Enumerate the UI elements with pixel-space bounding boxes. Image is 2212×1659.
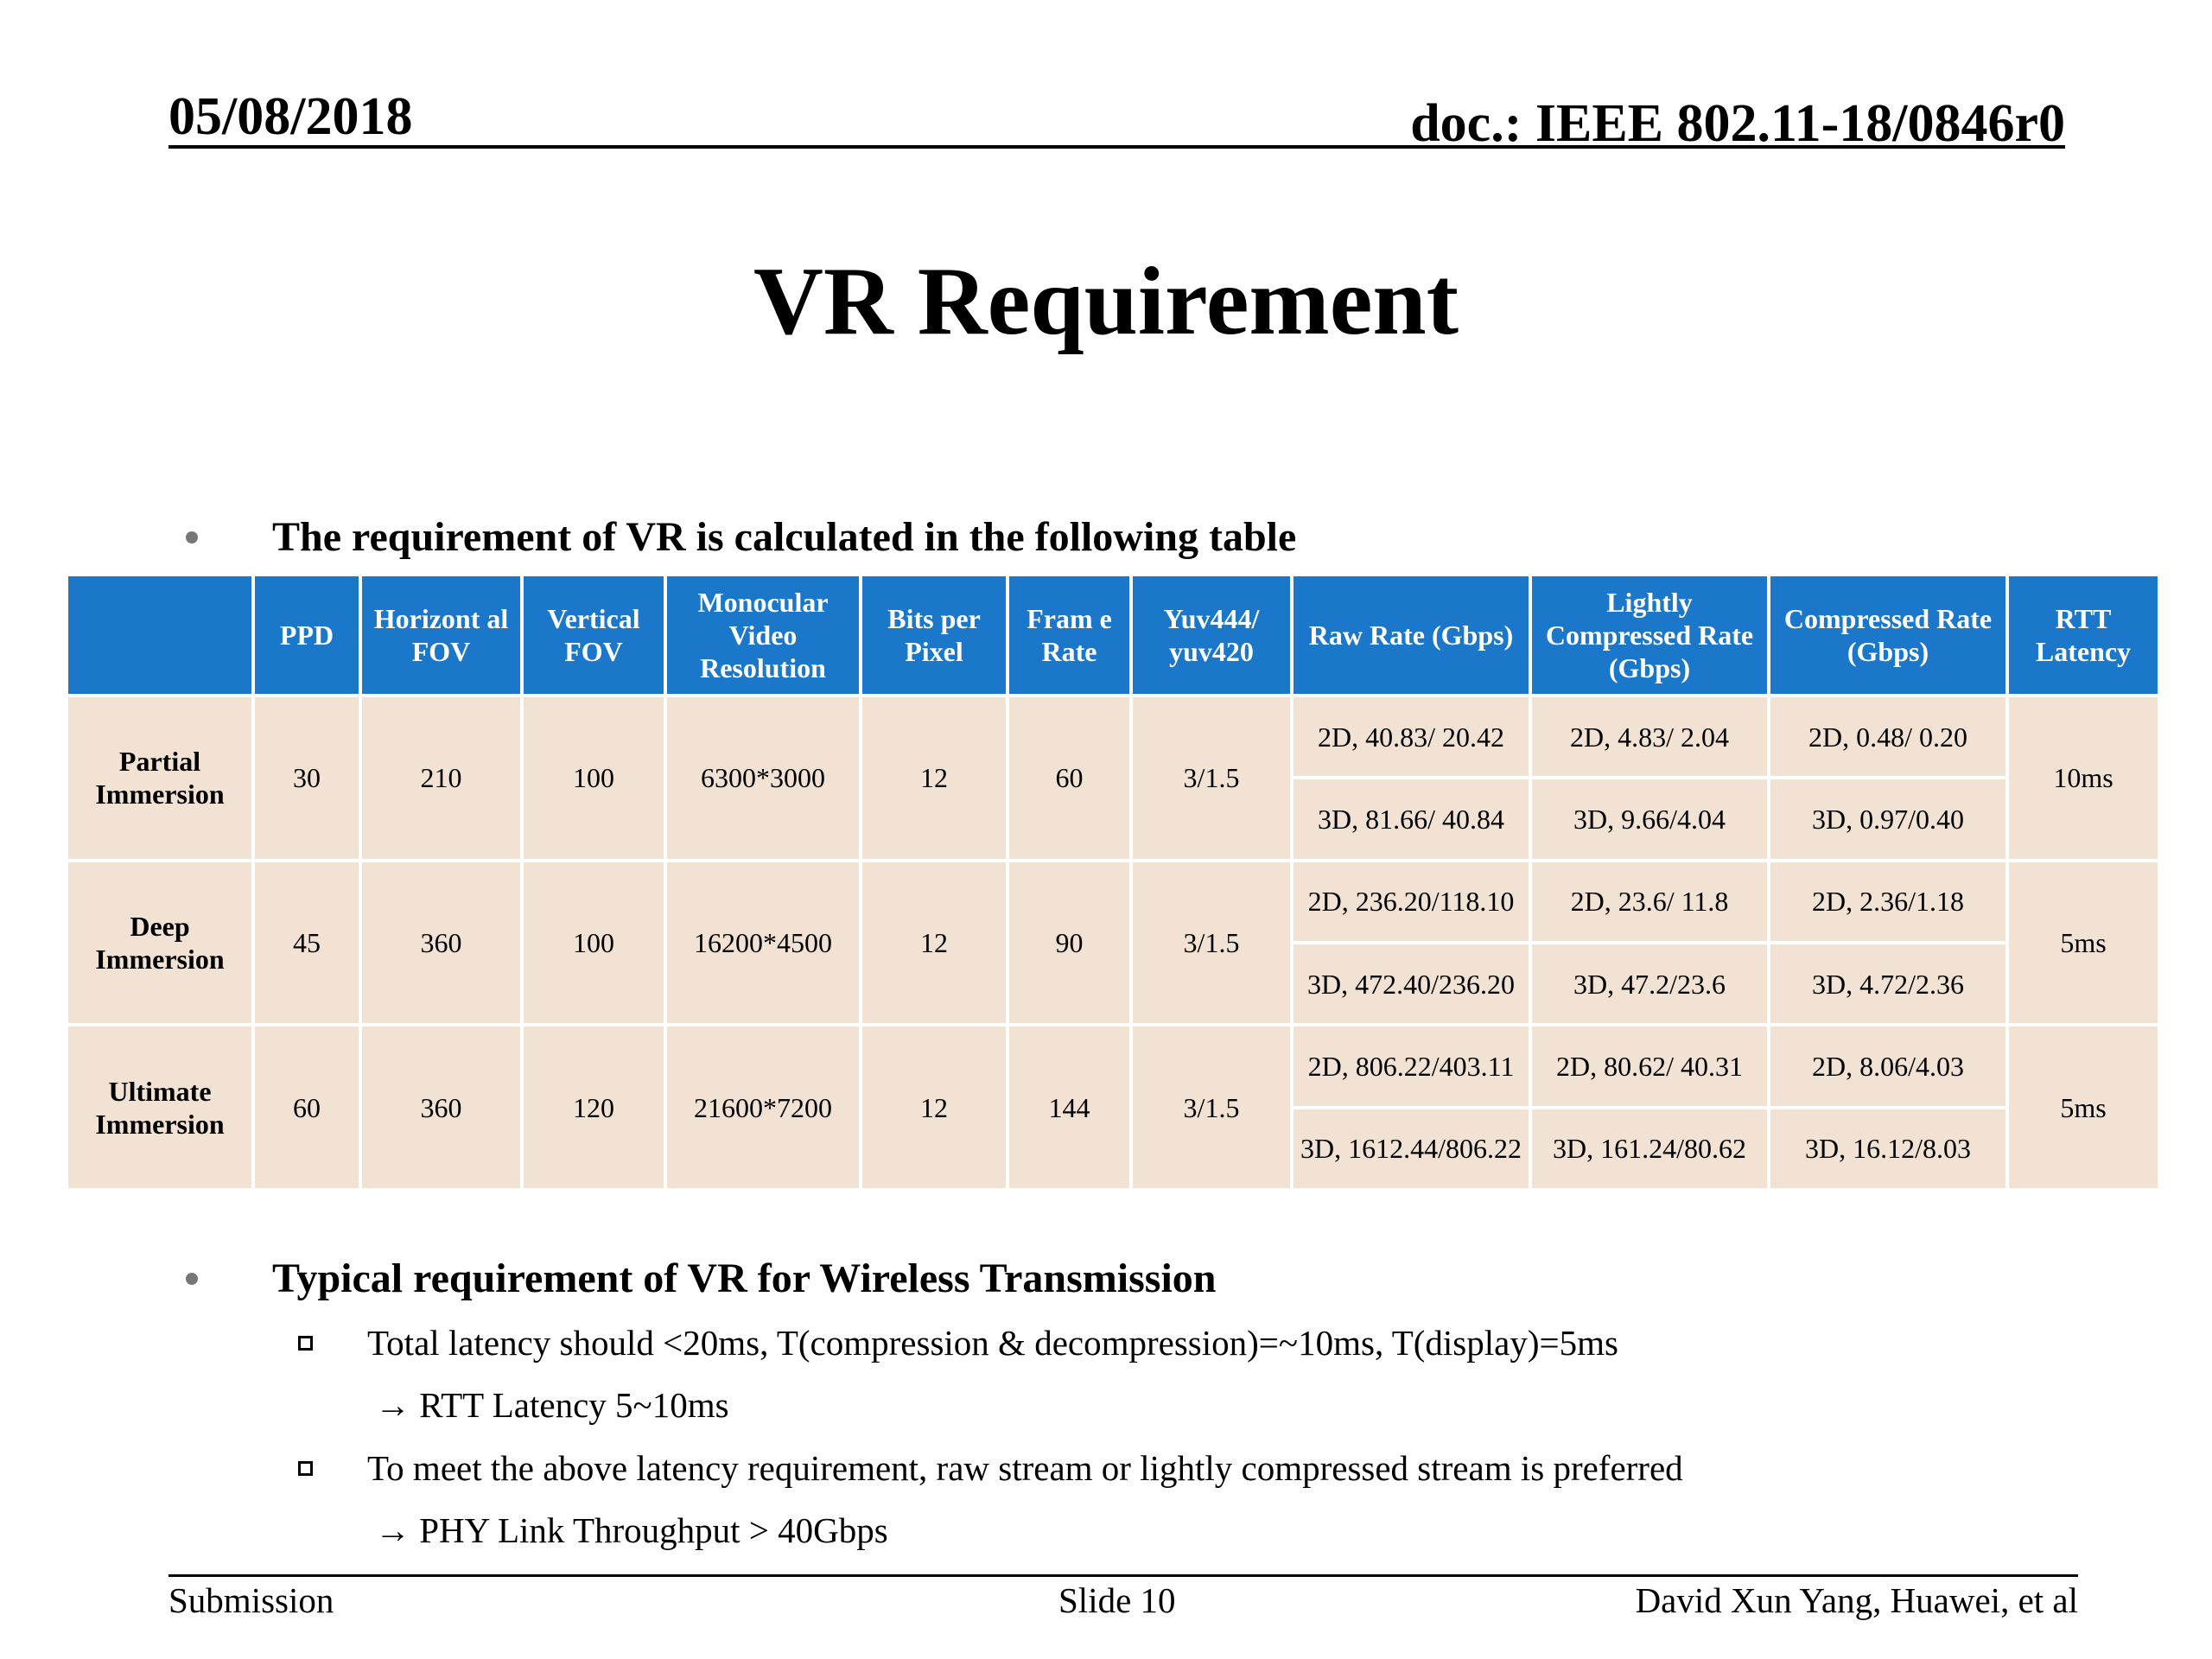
header-cell-horizontal-fov: Horizont al FOV — [360, 575, 522, 696]
cell-light-2d: 2D, 23.6/ 11.8 — [1530, 861, 1769, 943]
header-cell-rtt-latency: RTT Latency — [2007, 575, 2159, 696]
cell-raw-2d: 2D, 40.83/ 20.42 — [1292, 696, 1530, 778]
cell-comp-3d: 3D, 4.72/2.36 — [1769, 943, 2007, 1025]
cell-hfov: 360 — [360, 861, 522, 1026]
cell-comp-2d: 2D, 2.36/1.18 — [1769, 861, 2007, 943]
header-cell-compressed: Compressed Rate (Gbps) — [1769, 575, 2007, 696]
cell-ppd: 45 — [253, 861, 360, 1026]
header-cell-raw-rate: Raw Rate (Gbps) — [1292, 575, 1530, 696]
table-row — [67, 1025, 2159, 1107]
cell-light-3d: 3D, 161.24/80.62 — [1530, 1108, 1769, 1190]
cell-raw-2d: 2D, 806.22/403.11 — [1292, 1025, 1530, 1107]
cell-rtt: 5ms — [2007, 1025, 2159, 1190]
vr-requirement-table — [65, 573, 2161, 1192]
arrow-rtt-latency: → RTT Latency 5~10ms — [375, 1385, 729, 1425]
arrow-phy-throughput: → PHY Link Throughput > 40Gbps — [375, 1510, 888, 1550]
header-cell-vertical-fov: Vertical FOV — [522, 575, 665, 696]
header-divider — [168, 145, 2065, 149]
cell-bits: 12 — [861, 861, 1007, 1026]
bullet-table-intro — [186, 513, 1296, 561]
sub-bullet-latency — [298, 1322, 1618, 1363]
header-cell-ppd: PPD — [253, 575, 360, 696]
cell-hfov: 210 — [360, 696, 522, 861]
cell-vfov: 100 — [522, 861, 665, 1026]
slide-title: VR Requirement — [753, 248, 1459, 355]
cell-vfov: 120 — [522, 1025, 665, 1190]
cell-ppd: 60 — [253, 1025, 360, 1190]
cell-comp-2d: 2D, 0.48/ 0.20 — [1769, 696, 2007, 778]
sub-bullet-stream-text: To meet the above latency requirement, raw stream or lightly compressed stream is preferred — [367, 1448, 1683, 1488]
header-cell-yuv: Yuv444/ yuv420 — [1131, 575, 1292, 696]
cell-rtt: 10ms — [2007, 696, 2159, 861]
header-cell-lightly-compressed: Lightly Compressed Rate (Gbps) — [1530, 575, 1769, 696]
row-label: Partial Immersion — [67, 696, 253, 861]
cell-frame-rate: 90 — [1007, 861, 1131, 1026]
sub-bullet-stream — [298, 1447, 1683, 1489]
cell-comp-2d: 2D, 8.06/4.03 — [1769, 1025, 2007, 1107]
bullet-table-intro-text: The requirement of VR is calculated in the following table — [272, 514, 1297, 560]
cell-comp-3d: 3D, 16.12/8.03 — [1769, 1108, 2007, 1190]
header-doc-id: doc.: IEEE 802.11-18/0846r0 — [1410, 94, 2065, 153]
cell-yuv: 3/1.5 — [1131, 696, 1292, 861]
cell-bits: 12 — [861, 1025, 1007, 1190]
square-bullet-icon — [298, 1336, 313, 1351]
footer-divider — [168, 1574, 2078, 1577]
cell-vfov: 100 — [522, 696, 665, 861]
bullet-dot-icon — [186, 1273, 198, 1285]
cell-raw-3d: 3D, 1612.44/806.22 — [1292, 1108, 1530, 1190]
header-cell-resolution: Monocular Video Resolution — [665, 575, 861, 696]
header-cell-bits-per-pixel: Bits per Pixel — [861, 575, 1007, 696]
table-row — [67, 861, 2159, 943]
cell-ppd: 30 — [253, 696, 360, 861]
footer-submission: Submission — [168, 1580, 334, 1620]
row-label: Deep Immersion — [67, 861, 253, 1026]
bullet-wireless — [186, 1255, 1217, 1302]
header-cell-blank — [67, 575, 253, 696]
cell-yuv: 3/1.5 — [1131, 861, 1292, 1026]
cell-frame-rate: 60 — [1007, 696, 1131, 861]
cell-raw-3d: 3D, 81.66/ 40.84 — [1292, 778, 1530, 860]
footer-author: David Xun Yang, Huawei, et al — [1635, 1580, 2078, 1620]
table-header-row — [67, 575, 2159, 696]
table-row — [67, 696, 2159, 778]
sub-bullet-latency-text: Total latency should <20ms, T(compression & decompression)=~10ms, T(display)=5ms — [367, 1323, 1618, 1363]
row-label: Ultimate Immersion — [67, 1025, 253, 1190]
cell-hfov: 360 — [360, 1025, 522, 1190]
cell-light-2d: 2D, 4.83/ 2.04 — [1530, 696, 1769, 778]
bullet-dot-icon — [186, 531, 198, 543]
cell-light-3d: 3D, 47.2/23.6 — [1530, 943, 1769, 1025]
cell-resolution: 21600*7200 — [665, 1025, 861, 1190]
bullet-wireless-text: Typical requirement of VR for Wireless Transmission — [272, 1255, 1217, 1301]
cell-light-3d: 3D, 9.66/4.04 — [1530, 778, 1769, 860]
cell-raw-3d: 3D, 472.40/236.20 — [1292, 943, 1530, 1025]
cell-light-2d: 2D, 80.62/ 40.31 — [1530, 1025, 1769, 1107]
cell-resolution: 16200*4500 — [665, 861, 861, 1026]
square-bullet-icon — [298, 1461, 313, 1476]
header-date: 05/08/2018 — [168, 87, 413, 146]
header-cell-frame-rate: Fram e Rate — [1007, 575, 1131, 696]
cell-resolution: 6300*3000 — [665, 696, 861, 861]
cell-bits: 12 — [861, 696, 1007, 861]
cell-rtt: 5ms — [2007, 861, 2159, 1026]
cell-yuv: 3/1.5 — [1131, 1025, 1292, 1190]
cell-frame-rate: 144 — [1007, 1025, 1131, 1190]
cell-raw-2d: 2D, 236.20/118.10 — [1292, 861, 1530, 943]
footer-slide-number: Slide 10 — [1058, 1580, 1176, 1620]
cell-comp-3d: 3D, 0.97/0.40 — [1769, 778, 2007, 860]
